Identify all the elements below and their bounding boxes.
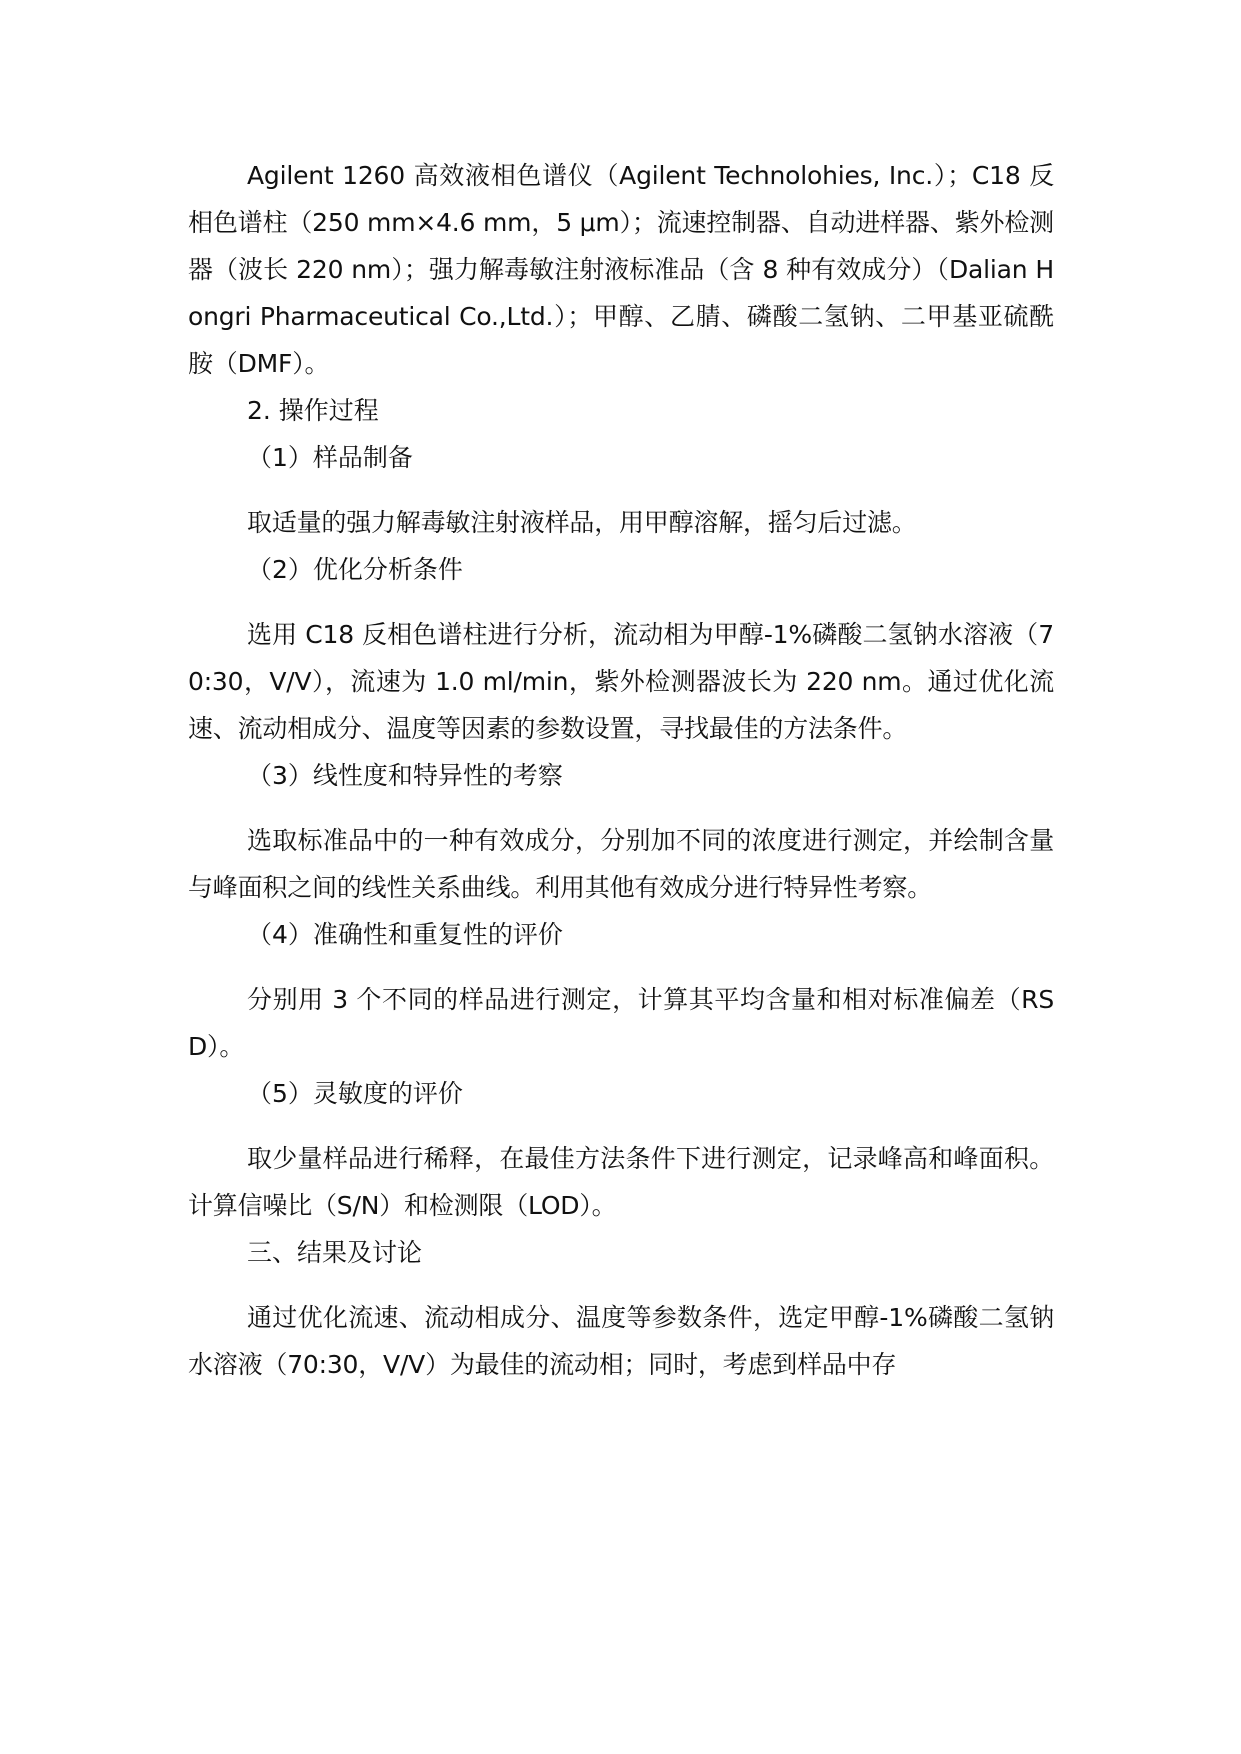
paragraph-sensitivity: 取少量样品进行稀释，在最佳方法条件下进行测定，记录峰高和峰面积。计算信噪比（S/N）和检测限（LOD）。: [188, 1144, 1054, 1220]
paragraph-optimize-conditions: 选用 C18 反相色谱柱进行分析，流动相为甲醇-1%磷酸二氢钠水溶液（70:30，V/V），流速为 1.0 ml/min，紫外检测器波长为 220 nm。通过优化流速、流动相成分、温度等因素的参数设置，寻找最佳的方法条件。: [188, 620, 1054, 743]
paragraph-results: 通过优化流速、流动相成分、温度等参数条件，选定甲醇-1%磷酸二氢钠水溶液（70:30，V/V）为最佳的流动相；同时，考虑到样品中存: [188, 1303, 1054, 1379]
section-heading-results: 三、结果及讨论: [247, 1238, 423, 1267]
section-heading-procedure: 2. 操作过程: [247, 396, 379, 425]
paragraph-instruments: Agilent 1260 高效液相色谱仪（Agilent Technolohies, Inc.）；C18 反相色谱柱（250 mm×4.6 mm，5 μm）；流速控制器、自动进样器、紫外检测器（波长 220 nm）；强力解毒敏注射液标准品（含 8 种有效成分）（Dalian Hongri Pharmaceutical Co.,Ltd.）；甲醇、乙腈、磷酸二氢钠、二甲基亚硫酰胺（DMF）。: [188, 161, 1054, 378]
subheading-optimize-conditions: （2）优化分析条件: [247, 555, 463, 584]
subheading-accuracy: （4）准确性和重复性的评价: [247, 920, 563, 949]
paragraph-accuracy: 分别用 3 个不同的样品进行测定，计算其平均含量和相对标准偏差（RSD）。: [188, 985, 1054, 1061]
paragraph-sample-preparation: 取适量的强力解毒敏注射液样品，用甲醇溶解，摇匀后过滤。: [247, 508, 917, 537]
subheading-linearity: （3）线性度和特异性的考察: [247, 761, 563, 790]
subheading-sample-preparation: （1）样品制备: [247, 443, 413, 472]
subheading-sensitivity: （5）灵敏度的评价: [247, 1079, 463, 1108]
paragraph-linearity: 选取标准品中的一种有效成分，分别加不同的浓度进行测定，并绘制含量与峰面积之间的线性关系曲线。利用其他有效成分进行特异性考察。: [188, 826, 1054, 902]
document-body: [188, 152, 1054, 1388]
